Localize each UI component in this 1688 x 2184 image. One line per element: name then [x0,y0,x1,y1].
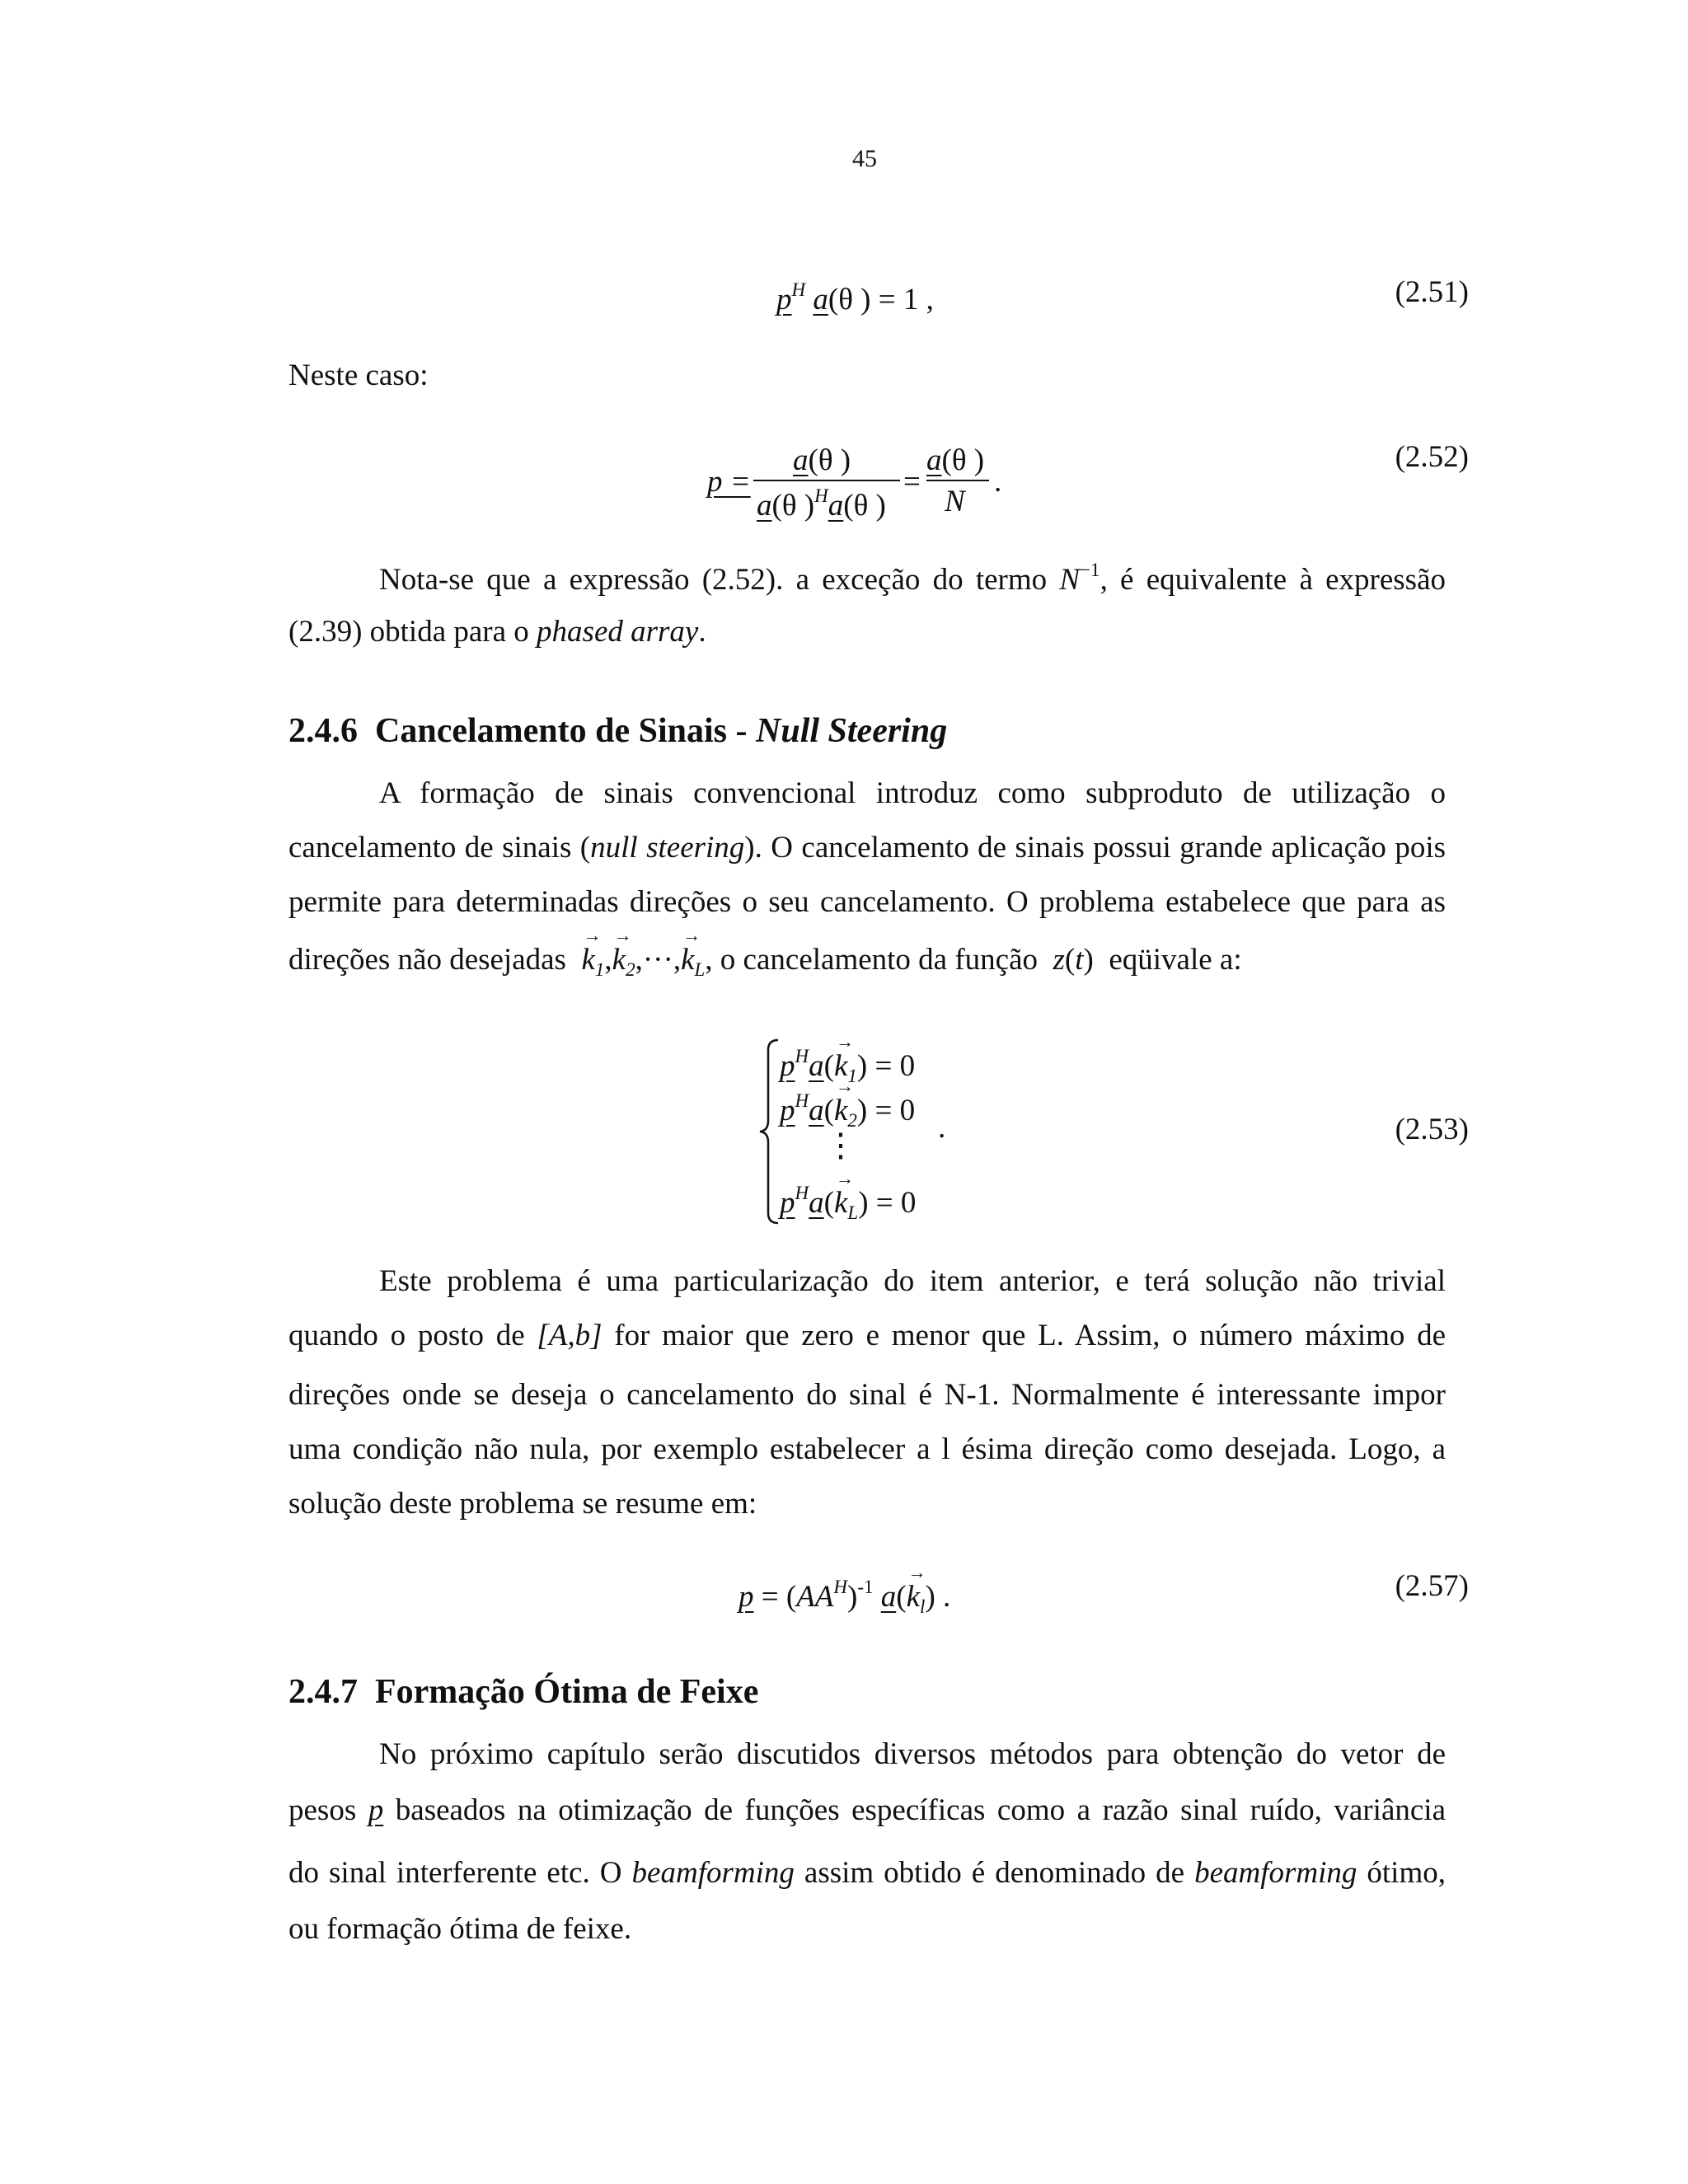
equation-2-57: $p = (AA^H)^{-1}$ $a(\to k_l)$ . [738,1577,950,1616]
paragraph-nota-line1: Nota-se que a expressão (2.52). a exceção do termo $N^{-1}$, é equivalente à expressão [379,560,1447,597]
fraction-line-2 [926,480,989,481]
paragraph-este-line5: solução deste problema se resume em: [288,1487,757,1521]
section-heading-2-4-7: 2.4.7 Formação Ótima de Feixe [288,1673,759,1711]
paragraph-este-line4: uma condição não nula, por exemplo estabelecer a l ésima direção como desejada. Logo, a [288,1432,1446,1466]
eq-2-53-row-L: $p^Ha(\to k_L) = 0$ [780,1183,916,1222]
equation-2-51 [776,280,934,315]
eq-2-52-num1: a(θ ) [793,443,851,477]
equation-number-2-52: (2.52) [1395,440,1469,474]
eq-2-53-row-1: $p^Ha(\to k_1) = 0$ [780,1047,915,1085]
eq-2-52-equals: = [903,465,921,499]
eq-2-52-den1: a(θ )$^H$a(θ ) [757,485,886,523]
paragraph-formacao-line3: permite para determinadas direções o seu cancelamento. O problema estabelece que para as [288,885,1446,919]
paragraph-proximo-line4: ou formação ótima de feixe. [288,1912,632,1946]
neste-caso-text: Neste caso: [288,359,429,392]
equation-number-2-51: (2.51) [1395,275,1469,309]
paragraph-nota-line2: (2.39) obtida para o phased array. [288,615,706,649]
section-heading-2-4-6: 2.4.6 Cancelamento de Sinais - Null Steering [288,712,948,750]
fraction-line-1 [753,480,900,481]
paragraph-proximo-line2: pesos p baseados na otimização de funções específicas como a razão sinal ruído, variância [288,1793,1446,1827]
equation-number-2-53: (2.53) [1395,1113,1469,1146]
eq-2-52-period: . [994,465,1002,499]
left-brace [757,1038,781,1225]
page-number: 45 [852,145,877,172]
paragraph-este-line2: quando o posto de [A,b] for maior que zero e menor que L. Assim, o número máximo de [288,1319,1447,1352]
paragraph-este-line3: direções onde se deseja o cancelamento do sinal é N-1. Normalmente é interessante impor [288,1378,1446,1412]
paragraph-proximo-line3: do sinal interferente etc. O beamforming assim obtido é denominado de beamforming ótimo, [288,1856,1446,1890]
eq-2-52-den2: N [945,485,965,518]
eq-2-53-row-2: $p^Ha(\to k_2) = 0$ [780,1091,915,1130]
eq-2-53-period: . [938,1111,946,1145]
vector-p: p [776,283,792,316]
hermitian-sup: H [791,279,806,300]
paragraph-formacao-line4: direções não desejadas → $k_1,\to k_2,\cdot\cdot\cdot,\to k_L$, o cancelamento da função z(t) eqüivale a: [288,944,1446,979]
equation-number-2-57: (2.57) [1395,1569,1469,1603]
eq-2-52-num2: a(θ ) [926,443,985,477]
paragraph-este-line1: Este problema é uma particularização do item anterior, e terá solução não trivial [379,1264,1446,1298]
paragraph-formacao-line2: cancelamento de sinais (null steering). O cancelamento de sinais possui grande aplicação pois [288,831,1446,865]
vector-a: a [813,283,828,316]
eq-rhs: (θ ) = 1 , [828,283,934,316]
paragraph-proximo-line1: No próximo capítulo serão discutidos diversos métodos para obtenção do vetor de [379,1737,1446,1771]
eq-2-53-vdots: ⋮ [824,1127,857,1164]
eq-2-52-lhs: p = [707,465,751,499]
paragraph-formacao-line1: A formação de sinais convencional introduz como subproduto de utilização o [379,776,1446,810]
